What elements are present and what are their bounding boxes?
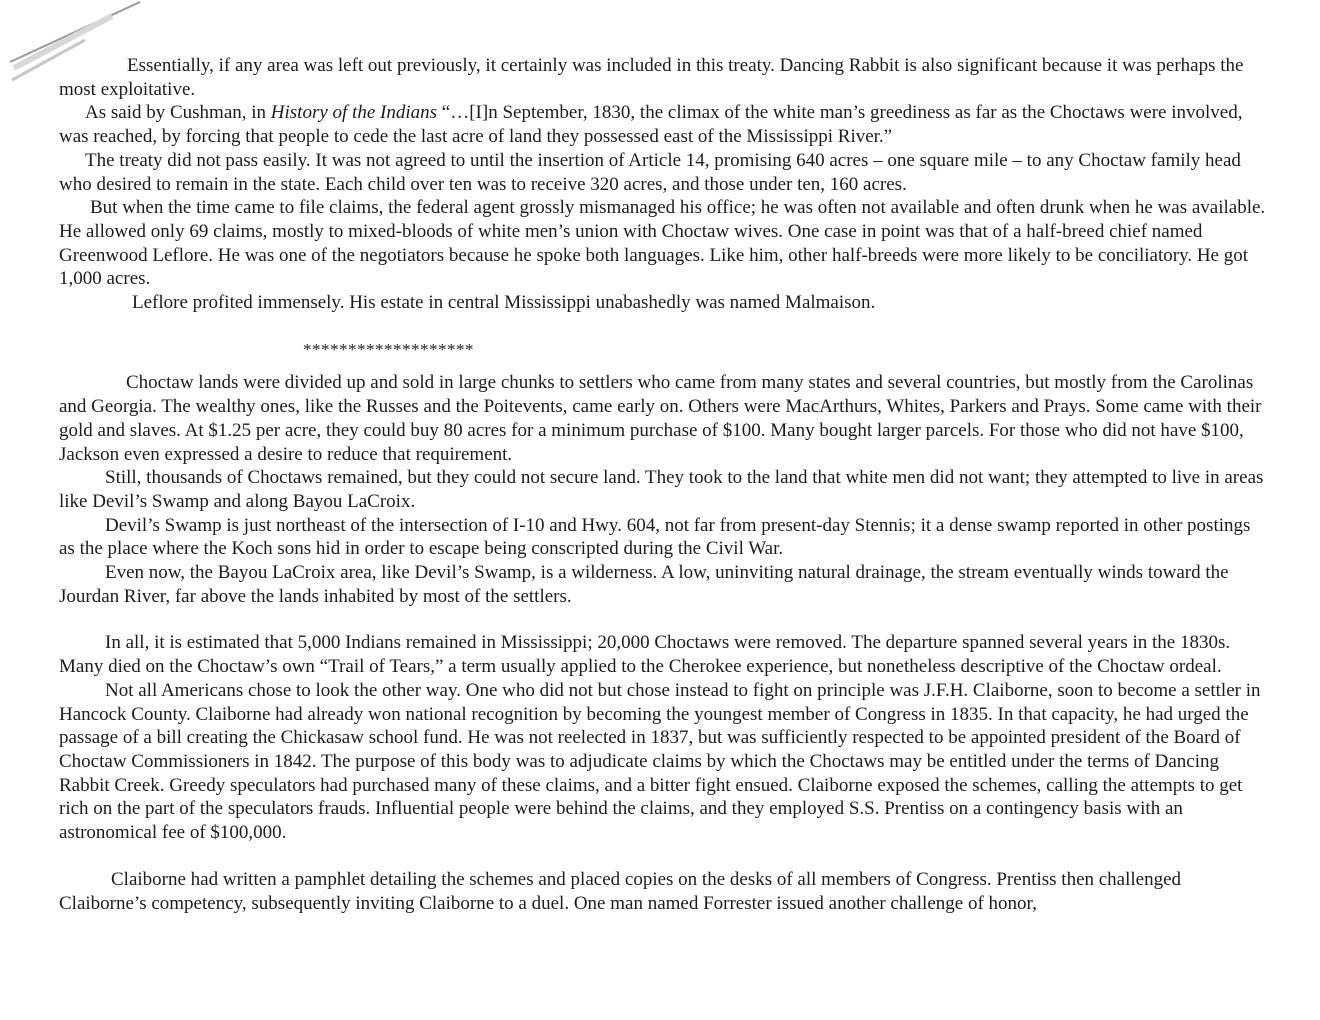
paragraph-claims-mismanaged: But when the time came to file claims, the federal agent grossly mismanaged his office; he was often not available and often drunk when he was available. He allowed only 69 claims, mostly to mixed-bloods of white men’s union with Choctaw wives. One case in point was that of a half-breed chief named Greenwood Leflore. He was one of the negotiators because he spoke both languages. Like him, other half-breeds were more likely to be conciliatory. He got 1,000 acres. — [59, 197, 1266, 290]
document-text — [59, 54, 1269, 915]
paragraph-claiborne: Not all Americans chose to look the other way. One who did not but chose instead to fight on principle was J.F.H. Claiborne, soon to become a settler in Hancock County. Claiborne had already won national recognition by becoming the youngest member of Congress in 1835. In that capacity, he had urged the passage of a bill creating the Chickasaw school fund. He was not reelected in 1837, but was sufficiently respected to be appointed president of the Board of Choctaw Commissioners in 1842. The purpose of this body was to adjudicate claims by which the Choctaws may be entitled under the terms of Dancing Rabbit Creek. Greedy speculators had purchased many of these claims, and a bitter fight ensued. Claiborne exposed the schemes, calling the attempts to get rich on the part of the speculators frauds. Influential people were behind the claims, and they employed S.S. Prentiss on a contingency basis with an astronomical fee of $100,000. — [59, 679, 1261, 844]
paragraph-trail-of-tears: In all, it is estimated that 5,000 Indians remained in Mississippi; 20,000 Choctaws were removed. The departure spanned several years in the 1830s. Many died on the Choctaw’s own “Trail of Tears,” a term usually applied to the Cherokee experience, but nonetheless descriptive of the Choctaw ordeal. — [59, 632, 1231, 678]
paragraph-pamphlet-duel: Claiborne had written a pamphlet detailing the schemes and placed copies on the desks of all members of Congress. Prentiss then challenged Claiborne’s competency, subsequently inviting Claiborne to a duel. One man named Forrester issued another challenge of honor, — [59, 868, 1182, 914]
paragraph-leflore-estate: Leflore profited immensely. His estate in central Mississippi unabashedly was named Malmaison. — [132, 292, 876, 314]
quote-intro: As said by Cushman, in — [85, 102, 271, 124]
paragraph-lands-divided: Choctaw lands were divided up and sold in large chunks to settlers who came from many states and several countries, but mostly from the Carolinas and Georgia. The wealthy ones, like the Russes and the Poitevents, came early on. Others were MacArthurs, Whites, Parkers and Prays. Some came with their gold and slaves. At $1.25 per acre, they could buy 80 acres for a minimum purchase of $100. Many bought larger parcels. For those who did not have $100, Jackson even expressed a desire to reduce that requirement. — [59, 372, 1262, 465]
paragraph-article-14: The treaty did not pass easily. It was not agreed to until the insertion of Article 14, promising 640 acres – one square mile – to any Choctaw family head who desired to remain in the state. Each child over ten was to receive 320 acres, and those under ten, 160 acres. — [59, 149, 1241, 195]
section-separator: ******************* — [303, 339, 474, 359]
book-title: History of the Indians — [270, 102, 438, 124]
paragraph-choctaws-remained: Still, thousands of Choctaws remained, but they could not secure land. They took to the land that white men did not want; they attempted to live in areas like Devil’s Swamp and along Bayou LaCroix. — [59, 467, 1264, 512]
paragraph-treaty-exploitative: Essentially, if any area was left out previously, it certainly was included in this treaty. Dancing Rabbit is also significant because it was perhaps the most exploitative. — [59, 55, 1244, 100]
paragraph-bayou-lacroix: Even now, the Bayou LaCroix area, like Devil’s Swamp, is a wilderness. A low, uninviting natural drainage, the stream eventually winds toward the Jourdan River, far above the lands inhabited by most of the settlers. — [59, 562, 1229, 607]
quote-text: “…[I]n September, 1830, the climax of the white man’s greediness as far as the Choctaws were involved, was reached, by forcing that people to cede the last acre of land they possessed east of the Mississippi River.” — [59, 102, 1243, 148]
paragraph-devils-swamp: Devil’s Swamp is just northeast of the intersection of I-10 and Hwy. 604, not far from present-day Stennis; it a dense swamp reported in other postings as the place where the Koch sons hid in order to escape being conscripted during the Civil War. — [59, 514, 1251, 560]
paragraph-cushman-quote — [59, 101, 1269, 148]
